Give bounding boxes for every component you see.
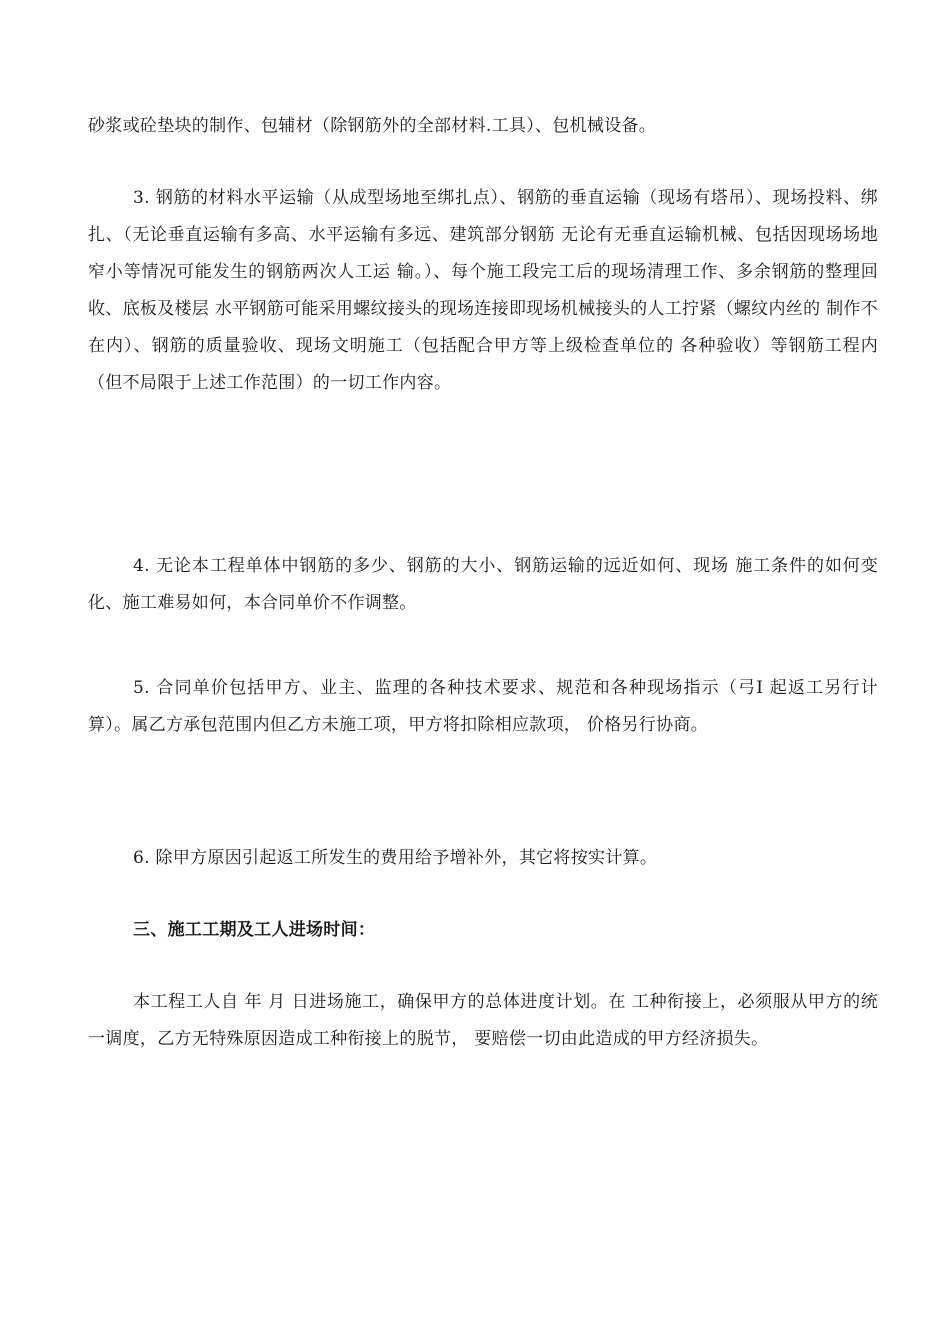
section-3-body: 本工程工人自 年 月 日进场施工，确保甲方的总体进度计划。在 工种衔接上，必须服从甲方的统一调度，乙方无特殊原因造成工种衔接上的脱节， 要赔偿一切由此造成的甲方经济损失。 (88, 992, 878, 1049)
paragraph-item-4: 4. 无论本工程单体中钢筋的多少、钢筋的大小、钢筋运输的远近如何、现场 施工条件的如何变化、施工难易如何，本合同单价不作调整。 (88, 556, 878, 613)
section-3-heading: 三、施工工期及工人进场时间： (133, 920, 376, 940)
paragraph-item-6: 6. 除甲方原因引起返工所发生的费用给予增补外，其它将按实计算。 (133, 848, 658, 868)
paragraph-item-3: 3. 钢筋的材料水平运输（从成型场地至绑扎点）、钢筋的垂直运输（现场有塔吊）、现场投料、绑扎、（无论垂直运输有多高、水平运输有多远、建筑部分钢筋 无论有无垂直运输机械、包括因现场场地窄小等情况可能发生的钢筋两次人工运 输。）、每个施工段完工后的现场清理工作、多余钢筋的整理回收、底板及楼层 水平钢筋可能采用螺纹接头的现场连接即现场机械接头的人工拧紧（螺纹内丝的 制作不在内）、钢筋的质量验收、现场文明施工（包括配合甲方等上级检查单位的 各种验收）等钢筋工程内（但不局限于上述工作范围）的一切工作内容。 (88, 188, 878, 393)
paragraph-materials-continued: 砂浆或砼垫块的制作、包辅材（除钢筋外的全部材料.工具）、包机械设备。 (88, 116, 657, 136)
paragraph-item-5: 5. 合同单价包括甲方、业主、监理的各种技术要求、规范和各种现场指示（弓I 起返工另行计算）。属乙方承包范围内但乙方未施工项，甲方将扣除相应款项， 价格另行协商。 (88, 678, 878, 735)
